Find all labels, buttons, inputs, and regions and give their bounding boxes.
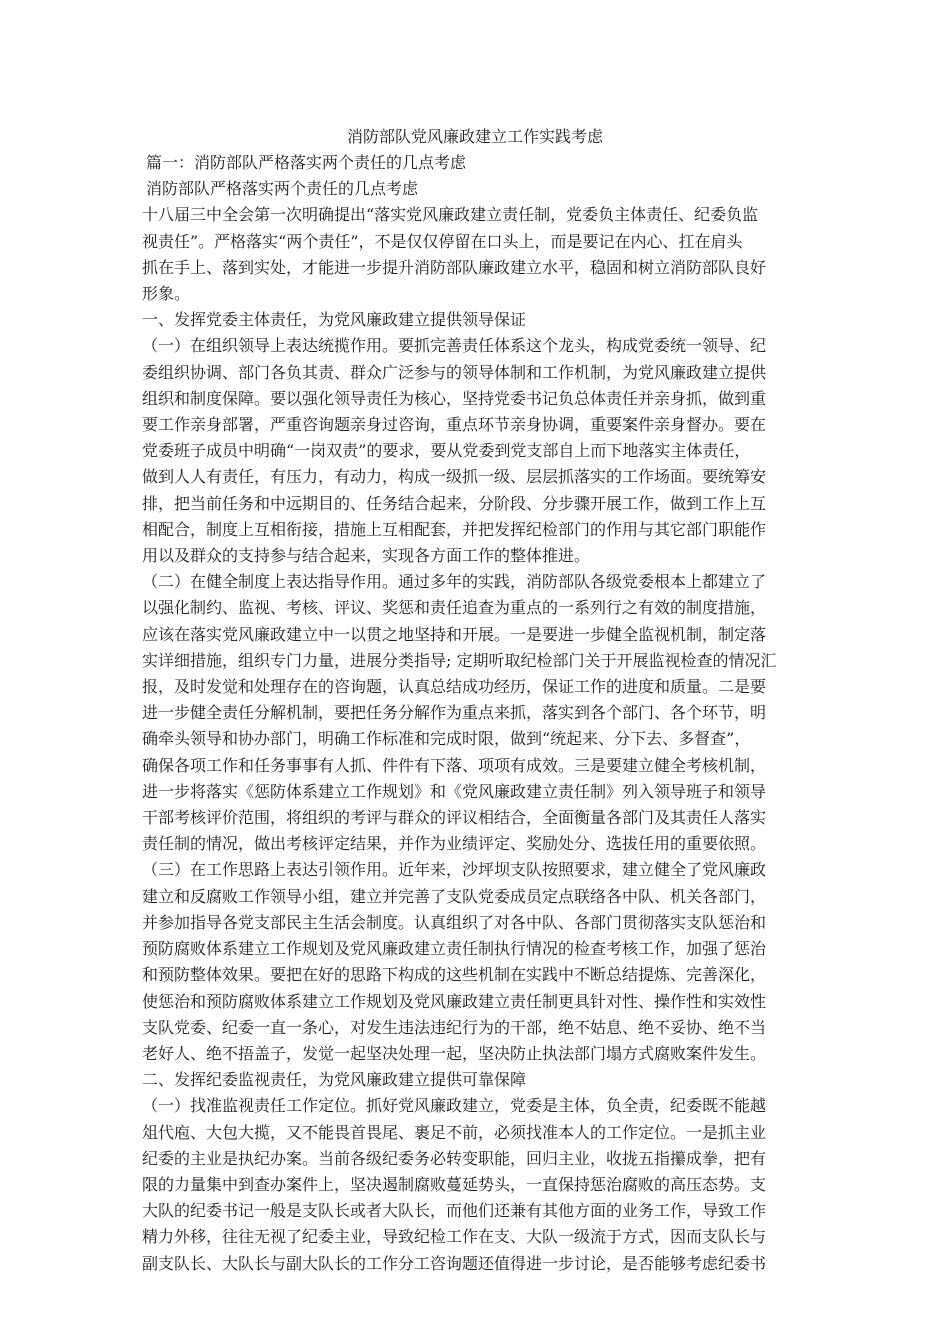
text-line: 俎代庖、大包大揽，又不能畏首畏尾、裹足不前，必须找准本人的工作定位。一是抓主业 [142,1122,767,1142]
text-line: 委组织协调、部门各负其责、群众广泛参与的领导体制和工作机制，为党风廉政建立提供 [142,362,767,382]
paragraph [142,202,812,307]
paragraph [142,1093,812,1276]
text-line: 相配合，制度上互相衔接，措施上互相配套，并把发挥纪检部门的作用与其它部门职能作 [142,519,767,539]
text-line: 预防腐败体系建立工作规划及党风廉政建立责任制执行情况的检查考核工作，加强了惩治 [142,939,767,959]
text-line: 进一步将落实《惩防体系建立工作规划》和《党风廉政建立责任制》列入领导班子和领导 [142,781,767,801]
text-line: 用以及群众的支持参与结合起来，实现各方面工作的整体推进。 [142,546,591,566]
document-title: 消防部队党风廉政建立工作实践考虑 [346,127,603,146]
text-line: 大队的纪委书记一般是支队长或者大队长，而他们还兼有其他方面的业务工作，导致工作 [142,1201,767,1221]
text-line: 排，把当前任务和中远期目的、任务结合起来，分阶段、分步骤开展工作，做到工作上互 [142,493,767,513]
text-line: 确牵头领导和协办部门，明确工作标准和完成时限，做到“统起来、分下去、多督查”， [142,729,751,749]
text-line: 并参加指导各党支部民主生活会制度。认真组织了对各中队、各部门贯彻落实支队惩治和 [142,912,767,932]
text-line: 责任制的情况，做出考核评定结果，并作为业绩评定、奖励处分、选拔任用的重要依照。 [142,834,767,854]
text-line: 党委班子成员中明确“一岗双责”的要求，要从党委到党支部自上而下地落实主体责任， [142,441,751,461]
paragraph [142,333,812,569]
text-line: 建立和反腐败工作领导小组，建立并完善了支队党委成员定点联络各中队、机关各部门， [142,886,767,906]
text-line: 以强化制约、监视、考核、评议、奖惩和责任追查为重点的一系列行之有效的制度措施， [142,598,767,618]
text-line: （一）在组织领导上表达统揽作用。要抓完善责任体系这个龙头，构成党委统一领导、纪 [142,336,767,356]
text-line: 报，及时发觉和处理存在的咨询题，认真总结成功经历，保证工作的进度和质量。二是要 [142,677,767,697]
text-line: 抓在手上、落到实处，才能进一步提升消防部队廉政建立水平，稳固和树立消防部队良好 [142,257,767,277]
text-line: 做到人人有责任，有压力，有动力，构成一级抓一级、层层抓落实的工作场面。要统筹安 [142,467,767,487]
text-line: 要工作亲身部署，严重咨询题亲身过咨询，重点环节亲身协调，重要案件亲身督办。要在 [142,415,767,435]
text-line: 视责任”。严格落实“两个责任”，不是仅仅停留在口头上，而是要记在内心、扛在肩头 [142,231,743,251]
paragraph [142,857,812,1067]
text-line: 一、发挥党委主体责任，为党风廉政建立提供领导保证 [142,310,527,330]
document-body [142,150,812,1277]
text-line: 实详细措施，组织专门力量，进展分类指导; 定期听取纪检部门关于开展监视检查的情况汇 [142,650,777,670]
section-heading [142,1067,812,1093]
paragraph [142,569,812,857]
text-line: 干部考核评价范围，将组织的考评与群众的评议相结合，全面衡量各部门及其责任人落实 [142,808,767,828]
text-line: 二、发挥纪委监视责任，为党风廉政建立提供可靠保障 [142,1070,527,1090]
text-line: 确保各项工作和任务事事有人抓、件件有下落、项项有成效。三是要建立健全考核机制， [142,755,767,775]
subtitle-line: 篇一：消防部队严格落实两个责任的几点考虑 [146,153,467,172]
section-heading [142,307,812,333]
text-line: 限的力量集中到查办案件上，坚决遏制腐败蔓延势头，一直保持惩治腐败的高压态势。支 [142,1174,767,1194]
text-line: （三）在工作思路上表达引领作用。近年来，沙坪坝支队按照要求，建立健全了党风廉政 [142,860,767,880]
text-line: 纪委的主业是执纪办案。当前各级纪委务必转变职能，回归主业，收拢五指攥成拳，把有 [142,1148,767,1168]
text-line: 使惩治和预防腐败体系建立工作规划及党风廉政建立责任制更具针对性、操作性和实效性 [142,991,767,1011]
text-line: 形象。 [142,284,191,304]
text-line: 十八届三中全会第一次明确提出“落实党风廉政建立责任制，党委负主体责任、纪委负监 [142,205,759,225]
text-line: 进一步健全责任分解机制，要把任务分解作为重点来抓，落实到各个部门、各个环节，明 [142,703,767,723]
text-line: （二）在健全制度上表达指导作用。通过多年的实践，消防部队各级党委根本上都建立了 [142,572,767,592]
text-line: 应该在落实党风廉政建立中一以贯之地坚持和开展。一是要进一步健全监视机制，制定落 [142,624,767,644]
text-line: 和预防整体效果。要把在好的思路下构成的这些机制在实践中不断总结提炼、完善深化， [142,965,767,985]
text-line: 组织和制度保障。要以强化领导责任为核心，坚持党委书记负总体责任并亲身抓，做到重 [142,388,767,408]
subtitle-line: 消防部队严格落实两个责任的几点考虑 [146,179,419,199]
text-line: （一）找准监视责任工作定位。抓好党风廉政建立，党委是主体，负全责，纪委既不能越 [142,1096,767,1116]
text-line: 老好人、绝不捂盖子，发觉一起坚决处理一起，坚决防止执法部门塌方式腐败案件发生。 [142,1043,767,1063]
text-line: 副支队长、大队长与副大队长的工作分工咨询题还值得进一步讨论，是否能够考虑纪委书 [142,1253,767,1273]
text-line: 精力外移，往往无视了纪委主业，导致纪检工作在支、大队一级流于方式，因而支队长与 [142,1227,767,1247]
text-line: 支队党委、纪委一直一条心，对发生违法违纪行为的干部，绝不姑息、绝不妥协、绝不当 [142,1017,767,1037]
